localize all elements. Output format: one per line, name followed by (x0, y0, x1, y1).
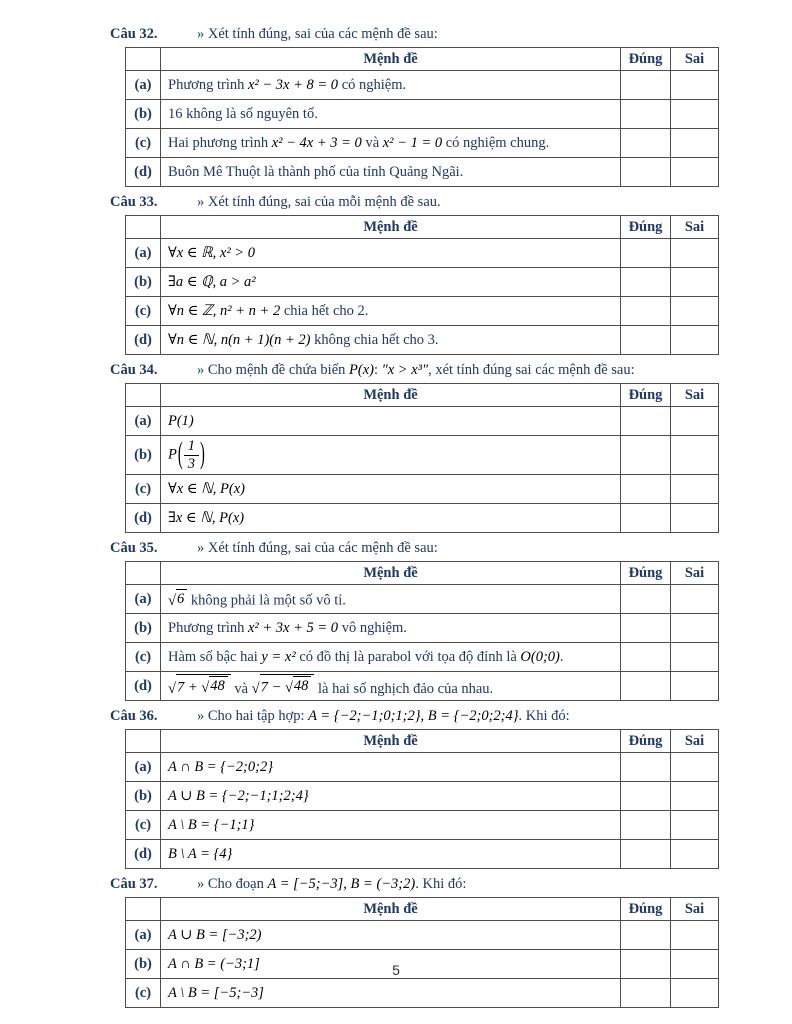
math-run: P (168, 446, 177, 463)
statement-row (126, 407, 719, 436)
header-true: Đúng (621, 48, 671, 71)
text-run: và (361, 134, 383, 151)
statement-table (125, 47, 719, 187)
math-run: ∃a ∈ ℚ, a > a² (168, 273, 256, 290)
text-run: Hai phương trình (168, 134, 272, 151)
radicand (260, 674, 315, 697)
text-run: là hai số nghịch đảo của nhau. (314, 681, 494, 698)
question-line (110, 193, 792, 212)
question-intro (197, 26, 438, 42)
math-run: ∀x ∈ ℝ, x² > 0 (168, 244, 255, 261)
math-run: 7 − (260, 679, 285, 696)
math-run: A \ B = {−1;1} (168, 816, 255, 833)
question-intro (197, 362, 635, 378)
question-number: Câu 36. (110, 708, 158, 725)
text-run: có nghiệm. (338, 76, 407, 93)
false-answer-cell (671, 840, 719, 869)
true-answer-cell (621, 100, 671, 129)
statement-row (126, 268, 719, 297)
question-number: Câu 35. (110, 540, 158, 557)
text-run: , xét tính đúng sai các mệnh đề sau: (428, 362, 635, 378)
header-statement: Mệnh đề (161, 384, 621, 407)
row-label: (d) (126, 504, 161, 533)
statement-cell (161, 782, 621, 811)
true-answer-cell (621, 268, 671, 297)
statement-cell (161, 840, 621, 869)
true-answer-cell (621, 129, 671, 158)
question-line (110, 707, 792, 726)
false-answer-cell (671, 475, 719, 504)
text-run: : (373, 362, 382, 378)
statement-cell (161, 100, 621, 129)
false-answer-cell (671, 436, 719, 475)
true-answer-cell (621, 297, 671, 326)
math-run: x² + 3x + 5 = 0 (247, 619, 339, 636)
statement-cell (161, 326, 621, 355)
math-run: ∃x ∈ ℕ, P(x) (168, 509, 245, 526)
header-true: Đúng (621, 216, 671, 239)
radical-sign-icon: √ (201, 679, 210, 696)
header-empty-cell (126, 730, 161, 753)
false-answer-cell (671, 753, 719, 782)
header-row (126, 898, 719, 921)
statement-cell (161, 239, 621, 268)
math-run: A = {−2;−1;0;1;2}, B = {−2;0;2;4} (308, 708, 519, 725)
header-false: Sai (671, 48, 719, 71)
math-run: 6 (176, 591, 185, 608)
row-label: (a) (126, 585, 161, 614)
statement-row (126, 100, 719, 129)
true-answer-cell (621, 436, 671, 475)
radicand (176, 674, 231, 697)
text-run: » Cho hai tập hợp: (197, 708, 309, 725)
false-answer-cell (671, 268, 719, 297)
header-row (126, 384, 719, 407)
radical-sign-icon: √ (168, 681, 176, 698)
header-empty-cell (126, 562, 161, 585)
header-false: Sai (671, 384, 719, 407)
text-run: » Xét tính đúng, sai của các mệnh đề sau: (197, 26, 438, 42)
numerator: 1 (187, 438, 195, 454)
statement-row (126, 158, 719, 187)
row-label: (a) (126, 753, 161, 782)
statement-row (126, 475, 719, 504)
true-answer-cell (621, 585, 671, 614)
statement-cell (161, 71, 621, 100)
true-answer-cell (621, 614, 671, 643)
text-run: Phương trình (168, 76, 248, 93)
header-empty-cell (126, 48, 161, 71)
sqrt-expression (201, 676, 227, 695)
math-run: y = x² (261, 648, 296, 665)
row-label: (b) (126, 950, 161, 979)
false-answer-cell (671, 811, 719, 840)
true-answer-cell (621, 753, 671, 782)
statement-row (126, 672, 719, 701)
statement-row (126, 504, 719, 533)
question-line (110, 361, 792, 380)
question-number: Câu 32. (110, 26, 158, 42)
statement-row (126, 811, 719, 840)
statement-table (125, 729, 719, 869)
header-empty-cell (126, 384, 161, 407)
false-answer-cell (671, 672, 719, 701)
question-block (0, 361, 792, 533)
math-run: A ∪ B = [−3;2) (168, 926, 262, 943)
text-run: » Cho đoạn (197, 876, 268, 893)
header-empty-cell (126, 898, 161, 921)
true-answer-cell (621, 71, 671, 100)
statement-table (125, 561, 719, 701)
radical-sign-icon: √ (251, 681, 260, 698)
statement-cell (161, 979, 621, 1008)
question-block (0, 193, 792, 355)
header-false: Sai (671, 562, 719, 585)
fraction-expression (177, 438, 206, 472)
fraction (184, 438, 199, 472)
false-answer-cell (671, 585, 719, 614)
sqrt-expression (285, 676, 311, 695)
header-false: Sai (671, 730, 719, 753)
question-intro (197, 540, 438, 556)
math-run: P(1) (168, 412, 194, 429)
header-row (126, 730, 719, 753)
text-run: 16 không là số nguyên tố. (168, 105, 318, 122)
statement-cell (161, 129, 621, 158)
statement-row (126, 921, 719, 950)
math-run: x² − 1 = 0 (382, 134, 443, 151)
page-number: 5 (392, 962, 400, 978)
text-run: vô nghiệm. (338, 619, 407, 636)
header-row (126, 48, 719, 71)
text-run: » Xét tính đúng, sai của mỗi mệnh đề sau. (197, 194, 441, 210)
header-false: Sai (671, 216, 719, 239)
statement-row (126, 585, 719, 614)
text-run: Phương trình (168, 619, 248, 636)
false-answer-cell (671, 158, 719, 187)
denominator: 3 (184, 455, 199, 473)
math-run: P(x) (349, 362, 374, 378)
text-run: có đồ thị là parabol với tọa độ đỉnh là (295, 648, 521, 665)
row-label: (d) (126, 158, 161, 187)
statement-table (125, 897, 719, 1008)
true-answer-cell (621, 239, 671, 268)
statement-table (125, 383, 719, 533)
false-answer-cell (671, 71, 719, 100)
statement-row (126, 782, 719, 811)
false-answer-cell (671, 239, 719, 268)
row-label: (c) (126, 643, 161, 672)
radical-sign-icon: √ (284, 679, 293, 696)
statement-cell (161, 504, 621, 533)
statement-cell (161, 672, 621, 701)
false-answer-cell (671, 782, 719, 811)
row-label: (b) (126, 614, 161, 643)
true-answer-cell (621, 921, 671, 950)
row-label: (a) (126, 921, 161, 950)
row-label: (b) (126, 436, 161, 475)
question-block (0, 539, 792, 701)
true-answer-cell (621, 979, 671, 1008)
question-intro (197, 708, 570, 724)
row-label: (a) (126, 407, 161, 436)
true-answer-cell (621, 811, 671, 840)
statement-row (126, 643, 719, 672)
header-statement: Mệnh đề (161, 898, 621, 921)
open-paren: ( (177, 437, 183, 471)
math-run: A ∩ B = {−2;0;2} (168, 758, 273, 775)
text-run: . (559, 648, 564, 665)
row-label: (b) (126, 268, 161, 297)
statement-cell (161, 921, 621, 950)
statement-cell (161, 158, 621, 187)
true-answer-cell (621, 643, 671, 672)
row-label: (a) (126, 239, 161, 268)
false-answer-cell (671, 643, 719, 672)
true-answer-cell (621, 672, 671, 701)
radicand (176, 589, 187, 608)
statement-row (126, 129, 719, 158)
close-paren: ) (199, 437, 205, 471)
false-answer-cell (671, 504, 719, 533)
header-false: Sai (671, 898, 719, 921)
math-run: ∀x ∈ ℕ, P(x) (168, 480, 245, 497)
header-true: Đúng (621, 730, 671, 753)
math-run: A ∪ B = {−2;−1;1;2;4} (168, 787, 309, 804)
header-statement: Mệnh đề (161, 562, 621, 585)
header-statement: Mệnh đề (161, 730, 621, 753)
row-label: (b) (126, 782, 161, 811)
statement-row (126, 326, 719, 355)
statement-row (126, 436, 719, 475)
row-label: (c) (126, 811, 161, 840)
radicand (293, 676, 312, 695)
text-run: Buôn Mê Thuột là thành phố của tỉnh Quảng Ngãi. (168, 163, 464, 180)
statement-row (126, 239, 719, 268)
statement-cell (161, 811, 621, 840)
text-run: Hàm số bậc hai (168, 648, 262, 665)
question-number: Câu 37. (110, 876, 158, 893)
false-answer-cell (671, 326, 719, 355)
header-statement: Mệnh đề (161, 216, 621, 239)
statement-cell (161, 614, 621, 643)
sqrt-expression (168, 674, 231, 697)
false-answer-cell (671, 129, 719, 158)
math-run: "x > x³" (381, 362, 429, 378)
question-line (110, 875, 792, 894)
question-block (0, 875, 792, 1008)
math-run: A \ B = [−5;−3] (168, 984, 264, 1001)
row-label: (d) (126, 840, 161, 869)
math-run: A ∩ B = (−3;1] (168, 955, 260, 972)
statement-row (126, 979, 719, 1008)
math-run: 7 + (176, 679, 202, 696)
math-run: 48 (210, 678, 225, 695)
statement-cell (161, 268, 621, 297)
false-answer-cell (671, 297, 719, 326)
header-row (126, 216, 719, 239)
statement-row (126, 71, 719, 100)
text-run: và (230, 681, 252, 698)
true-answer-cell (621, 504, 671, 533)
radical-sign-icon: √ (168, 592, 176, 609)
row-label: (c) (126, 475, 161, 504)
math-run: A = [−5;−3], B = (−3;2) (267, 876, 416, 893)
question-line (110, 539, 792, 558)
math-run: x² − 4x + 3 = 0 (271, 134, 362, 151)
math-run: ∀n ∈ ℕ, n(n + 1)(n + 2) (168, 331, 311, 348)
question-intro (197, 876, 466, 892)
question-number: Câu 33. (110, 194, 158, 210)
text-run: » Xét tính đúng, sai của các mệnh đề sau: (197, 540, 438, 557)
text-run: . Khi đó: (518, 708, 570, 725)
text-run: không phải là một số vô tỉ. (187, 592, 346, 609)
row-label: (a) (126, 71, 161, 100)
true-answer-cell (621, 158, 671, 187)
false-answer-cell (671, 407, 719, 436)
text-run: không chia hết cho 3. (310, 331, 439, 348)
row-label: (c) (126, 979, 161, 1008)
sqrt-expression (168, 589, 187, 608)
math-run: 48 (293, 678, 309, 695)
statement-cell (161, 585, 621, 614)
questions-container (0, 25, 792, 1014)
header-statement: Mệnh đề (161, 48, 621, 71)
statement-cell (161, 753, 621, 782)
header-true: Đúng (621, 898, 671, 921)
true-answer-cell (621, 475, 671, 504)
question-line (110, 25, 792, 44)
row-label: (b) (126, 100, 161, 129)
true-answer-cell (621, 782, 671, 811)
header-empty-cell (126, 216, 161, 239)
math-run: ∀n ∈ ℤ, n² + n + 2 (168, 302, 281, 319)
text-run: có nghiệm chung. (442, 134, 550, 151)
header-row (126, 562, 719, 585)
radicand (209, 676, 228, 695)
row-label: (c) (126, 129, 161, 158)
header-true: Đúng (621, 384, 671, 407)
statement-cell (161, 436, 621, 475)
statement-table (125, 215, 719, 355)
text-run: chia hết cho 2. (280, 302, 369, 319)
true-answer-cell (621, 407, 671, 436)
question-block (0, 707, 792, 869)
statement-cell (161, 475, 621, 504)
statement-row (126, 614, 719, 643)
false-answer-cell (671, 614, 719, 643)
math-run: B \ A = {4} (168, 845, 233, 862)
question-block (0, 25, 792, 187)
statement-cell (161, 643, 621, 672)
statement-row (126, 297, 719, 326)
sqrt-expression (252, 674, 315, 697)
row-label: (c) (126, 297, 161, 326)
row-label: (d) (126, 672, 161, 701)
statement-row (126, 753, 719, 782)
text-run: » Cho mệnh đề chứa biến (197, 362, 350, 378)
header-true: Đúng (621, 562, 671, 585)
true-answer-cell (621, 326, 671, 355)
statement-row (126, 840, 719, 869)
statement-cell (161, 297, 621, 326)
text-run: . Khi đó: (415, 876, 467, 893)
question-number: Câu 34. (110, 362, 158, 378)
row-label: (d) (126, 326, 161, 355)
statement-cell (161, 407, 621, 436)
question-intro (197, 194, 441, 210)
true-answer-cell (621, 840, 671, 869)
false-answer-cell (671, 100, 719, 129)
math-run: x² − 3x + 8 = 0 (247, 76, 339, 93)
math-run: O(0;0) (520, 648, 560, 665)
false-answer-cell (671, 921, 719, 950)
false-answer-cell (671, 979, 719, 1008)
